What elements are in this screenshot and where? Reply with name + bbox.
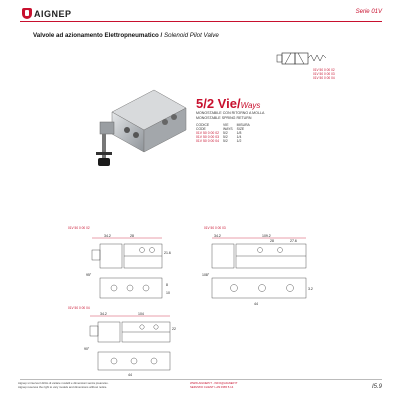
row-size: 1/4 — [236, 135, 242, 140]
dim-label: 21.6 — [164, 251, 171, 255]
title-english: Solenoid Pilot Valve — [164, 32, 219, 39]
series-label: Serie 01V — [355, 9, 382, 15]
spec-desc-it: MONOSTABILE CON RITORNO A MOLLA — [196, 111, 265, 115]
footer-contact-line: WWW.AIGNEP.IT - INFO@AIGNEP.IT — [190, 381, 238, 385]
dim-label: 27.6 — [290, 239, 297, 243]
footer-divider — [20, 379, 382, 380]
spec-block — [196, 96, 264, 143]
dim-label: 10 — [166, 291, 170, 295]
row-size: 1/8 — [236, 131, 242, 136]
footer-contact-line: SERVIZIO CLIENTI +39 0365 5.14 — [190, 384, 234, 389]
dim-label: 34.2 — [100, 312, 107, 316]
page-number: I5.9 — [371, 384, 382, 390]
dim-label: 44 — [254, 302, 258, 306]
page-title — [33, 32, 219, 39]
dim-label: 109.2 — [262, 234, 271, 238]
row-ways: 5/2 — [223, 139, 228, 144]
drawing-1-code: 01V 50 0 00 02 — [68, 226, 90, 230]
spec-table — [196, 123, 254, 143]
footer-disclaimer — [18, 382, 168, 389]
symbol-code-list — [313, 68, 335, 80]
spec-description — [196, 111, 264, 120]
brand-name: AIGNEP — [34, 8, 72, 19]
column-header: MISURA SIZE — [236, 123, 250, 132]
spec-desc-en: MONOSTABLE SPRING RETURN — [196, 115, 252, 120]
dim-label: 3.2 — [308, 287, 313, 291]
row-size: 1/2 — [236, 139, 242, 144]
column-header: VIE WAYS — [223, 123, 233, 132]
technical-drawing-3 — [82, 310, 192, 378]
dim-label: 34.2 — [104, 234, 111, 238]
footer-disclaimer-en: Aignep reserves the right to vary models and dimensions without notice. — [18, 384, 108, 389]
technical-drawing-1 — [82, 230, 192, 308]
spec-heading-en: Ways — [240, 101, 261, 110]
drawing-3-code: 01V 50 0 00 04 — [68, 306, 90, 310]
dim-label: 90° — [84, 347, 90, 351]
column-header: CODICE CODE — [196, 123, 210, 132]
dim-label: 28 — [130, 234, 134, 238]
dim-label: 22 — [172, 327, 176, 331]
symbol-code: 01V 50 0 00 04 — [313, 76, 335, 80]
technical-drawing-2 — [200, 230, 320, 308]
row-code: 01V 50 0 00 02 — [196, 131, 220, 136]
symbol-code: 01V 50 0 00 03 — [313, 72, 335, 76]
footer-contact — [190, 382, 237, 389]
dim-label: 44 — [128, 373, 132, 377]
dim-label: 95° — [86, 273, 92, 277]
brand-logo — [22, 8, 72, 19]
row-ways: 5/2 — [223, 135, 228, 140]
brand-logo-mark — [22, 8, 32, 19]
table-row — [196, 139, 254, 143]
valve-product-image — [92, 72, 192, 182]
symbol-code: 01V 50 0 00 02 — [313, 68, 335, 72]
row-code: 01V 50 0 00 04 — [196, 139, 220, 144]
header-divider — [20, 21, 382, 22]
footer-disclaimer-it: Aignep si riserva il diritto di variare modelli e dimensioni senza preavviso. — [18, 381, 109, 385]
dim-label: 28 — [270, 239, 274, 243]
title-italian: Valvole ad azionamento Elettropneumatico / — [33, 32, 164, 39]
valve-symbol-diagram — [276, 50, 332, 70]
dim-label: 34.2 — [214, 234, 221, 238]
row-code: 01V 50 0 00 03 — [196, 135, 220, 140]
dim-label: 108° — [202, 273, 210, 277]
drawing-2-code: 01V 50 0 00 03 — [204, 226, 226, 230]
spec-table-header — [196, 123, 254, 131]
spec-heading — [196, 96, 264, 111]
dim-label: 8 — [166, 283, 168, 287]
dim-label: 104 — [138, 312, 144, 316]
row-ways: 5/2 — [223, 131, 228, 136]
spec-heading-it: 5/2 Vie/ — [196, 96, 241, 111]
